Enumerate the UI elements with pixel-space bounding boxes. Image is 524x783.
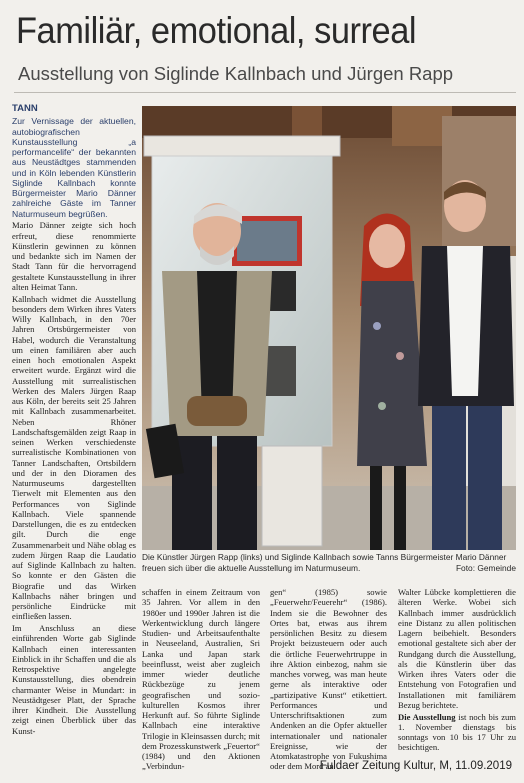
exhibition-photo bbox=[142, 106, 516, 550]
photo-credit: Foto: Gemeinde bbox=[455, 562, 516, 573]
article-column-2 bbox=[142, 587, 260, 773]
body-paragraph: Walter Lübcke komplettieren die älteren Werke. Wobei sich Kallnbach immer ausdrücklich eine Distanz zu allen politischen Lagern beibehielt. Besonders emotional gestaltete sich aber der Rundgang durch die Ausstellung, als die Künstlerin über das Wirken ihres Vaters oder die Entstehung von Fotografien und Installationen mit familiärem Bezug berichtete. bbox=[398, 587, 516, 710]
lead-paragraph: Zur Vernissage der aktuellen, autobiografischen Kunstausstellung „a performancelife“ der bekannten aus Neustädtges stammenden und in Köln lebenden Künstlerin Siglinde Kallnbach konnte Bürgermeister Mario Dänner zahlreiche Gäste im Tanner Naturmuseum begrüßen. bbox=[12, 116, 136, 219]
divider-rule bbox=[14, 92, 516, 93]
article-column-3 bbox=[270, 587, 387, 773]
headline: Familiär, emotional, surreal bbox=[16, 10, 417, 51]
exhibition-info-text: ist noch bis zum 1. November dienstags bis sonntags von 10 bis 17 Uhr zu besichtigen. bbox=[398, 711, 516, 753]
body-paragraph: Mario Dänner zeigte sich hoch erfreut, diese renommierte Künstlerin gewinnen zu können und bedankte sich im Namen der Stadt Tann für die hervorragend gestaltete Kunstausstellung in ihrer alten Heimat Tann. bbox=[12, 220, 136, 292]
exhibition-photo-illustration bbox=[142, 106, 516, 550]
dateline: TANN bbox=[12, 103, 38, 114]
body-paragraph: schaffen in einem Zeitraum von 35 Jahren. Vor allem in den 1980er und 1990er Jahren ist die Werkentwicklung durch längere Studien- und Arbeitsaufenthalte in Neuseeland, Australien, Sri Lanka und Japan stark beeinflusst, weist aber zugleich immer wieder deutliche Rückbezüge zu jenem geografischen und sozio-kulturellen Kosmos ihrer Herkunft auf. So führte Siglinde Kallnbach eine interaktive Trilogie in Kleinsassen durch; mit dem Prozesskunstwerk „Feuertor“ (1984) und den Aktionen „Verbindun- bbox=[142, 587, 260, 772]
exhibition-info bbox=[398, 712, 516, 753]
source-footer: Fuldaer Zeitung Kultur, M, 11.09.2019 bbox=[319, 760, 512, 772]
caption-text: Die Künstler Jürgen Rapp (links) und Siglinde Kallnbach sowie Tanns Bürgermeister Mario Dänner freuen sich über die aktuelle Ausstellung im Naturmuseum. bbox=[142, 552, 507, 573]
exhibition-info-label: Die Ausstellung bbox=[398, 711, 456, 722]
body-paragraph: Im Anschluss an diese einführenden Worte gab Siglinde Kallnbach einen interessanten Einblick in ihr Schaffen und die als Retrospektive angelegte Kunstausstellung, dies obendrein charmanter Weise in Mundart: in Neustädtgeser Platt, der Sprache ihrer Kindheit. Die Ausstellung zeigt einen Überblick über das Kunst- bbox=[12, 623, 136, 736]
article-column-4 bbox=[398, 587, 516, 754]
article-column-1 bbox=[12, 104, 136, 737]
photo-caption bbox=[142, 552, 516, 573]
body-paragraph: Kallnbach widmet die Ausstellung besonders dem Wirken ihres Vaters Willy Kallnbach, in den 70er Jahren Ortsbürgermeister von Habel, wodurch die Veranstaltung um einen familiären aber auch einen hoch emotionalen Aspekt erweitert wurde. Ergänzt wird die Ausstellung mit surrealistischen Werken des Malers Jürgen Raap aus Köln, der bereits seit 25 Jahren mit Kallnbach zusammenarbeitet. Neben Rhöner Landschaftsgemälden zeigt Raap in seinen Werken verschiedenste surrealistische Kombinationen von Tanner Landschaften, Ortsbildern und der in den Dioramen des Naturmuseums dargestellten Tierwelt mit Elementen aus den Performances von Siglinde Kallnbach. Viele spannende Darstellungen, die es zu entdecken gilt. Durch die enge Zusammenarbeit und Nähe oblag es zudem Jürgen Raap die Laudatio auf Siglinde Kallnbach zu halten. So konnte er den Gästen die Biografie und das Wirken Kallnbachs näher bringen und persönliche Eindrücke mit einfließen lassen. bbox=[12, 293, 136, 622]
body-paragraph: gen“ (1985) sowie „Feuerwehr/Feuerehr“ (1986). Indem sie die Bewohner des Ortes bat, etwas aus ihrem persönlichen Besitz zu diesem Projekt beizusteuern oder auch die örtliche Feuerwehrtruppe in ihre Aktion einbezog, nahm sie manches vorweg, was man heute gerne als interaktive oder „partizipative Kunst“ etikettiert. Performances und Unterschriftsaktionen zum Andenken an die Opfer aktueller internationaler und nationaler Ereignisse, wie der Atomkatastrophe von Fukushima oder dem Mord an bbox=[270, 587, 387, 772]
subheadline: Ausstellung von Siglinde Kallnbach und Jürgen Rapp bbox=[18, 63, 454, 84]
